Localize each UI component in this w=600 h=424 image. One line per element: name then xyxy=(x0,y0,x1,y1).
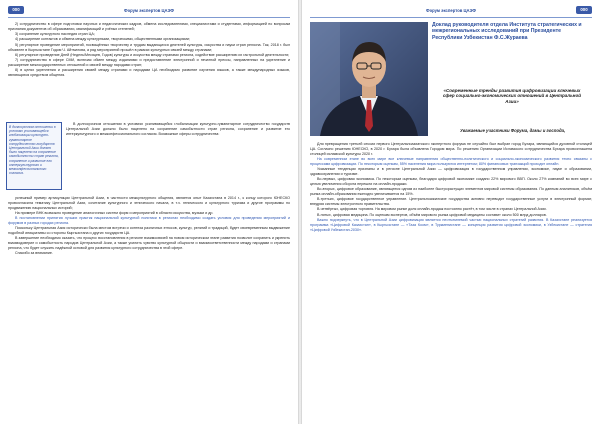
body-paragraph: В-третьих, цифровое государственное управление. Центральноазиатские государства активно переводят государственные услуги в электронный формат, внедряя системы электронного правительства. xyxy=(310,197,592,206)
right-body-column xyxy=(310,142,592,233)
body-paragraph: В-пятых, цифровая медицина. По оценкам экспертов, объём мирового рынка цифровой медицины составит около 500 млрд долларов. xyxy=(317,212,547,217)
left-bottom-column xyxy=(8,196,290,257)
body-paragraph: В-четвёртых, цифровая торговля. На мировом рынке доля онлайн-продаж постоянно растёт, в том числе в странах Центральной Азии. xyxy=(317,207,547,212)
body-paragraph: В постановлении принятия лучших практик национальной культурной политики в регионах необходимо создать условия для проведения мероприятий и форумов в разных городах региона. xyxy=(8,216,290,225)
left-page-number: 000 xyxy=(8,6,24,14)
body-paragraph: В долгосрочном отношении в условиях усиливающейся глобализации культурно-гуманитарное сотрудничество государств Центральной Азии должно было нацелено на сохранение самобытности стран региона, сохранение и развитие его интеркультурного и межконфессионального согласия. Возможные сферы сотрудничества: xyxy=(66,122,290,136)
left-page xyxy=(0,0,298,424)
right-page xyxy=(302,0,600,424)
list-item: 3) сохранение культурного наследия стран ЦА; xyxy=(15,32,95,37)
body-paragraph: Во-вторых, цифровое образование, являющееся одним из наиболее быстрорастущих элементов мировой системы образования. По данным аналитиков, объём рынка онлайн-образования ежегодно увеличивается на 15%. xyxy=(310,187,592,196)
left-header-rule xyxy=(8,17,290,18)
left-running-header xyxy=(0,6,298,16)
report-headline: Доклад руководителя отдела Института стратегических и межрегиональных исследований при Президенте Республики Узбекистан Ф.С.Жураева xyxy=(432,22,582,41)
highlight-box: В долгосрочном отношении в условиях усиливающейся глобализации культурно-гуманитарное сотрудничество государств Центральной Азии должно было нацелено на сохранение самобытности стран региона, сохранение и развитие его интеркультурного и межконфессионального согласия. xyxy=(6,122,62,190)
body-paragraph: Поскольку Центральная Азия исторически была местом встречи и синтеза различных этносов, культур, религий и традиций, будет своевременным выдвижение подобной инициативы со стороны Кыргызстана и других государств ЦА. xyxy=(8,226,290,236)
body-paragraph: Спасибо за внимание. xyxy=(15,251,53,256)
list-item: 7) сотрудничество в сфере СМИ, включая обмен между изданиями и предоставление электронной и печатной прессы, направленных на укрепление и расширение межгосударственных отношений и связей между народами стран; xyxy=(8,58,290,67)
left-running-title: Форум экспертов ЦАЭФ xyxy=(124,8,174,13)
body-paragraph: успешный пример артикуляции Центральной Азии, в частности межкультурного общения, является опыт Казахстана в 2014 г., к концу которого ЮНЕСКО провозгласила тематику Центральной Азии, сочетание культурного и этнического начала, в т.ч. этнического и культурного туризма и другие программы по продвижению национальных историй; xyxy=(8,196,290,210)
body-paragraph: На современном этапе во всех мире все ключевые направления общественно-политического и социально-экономического развития тесно связаны с процессами цифровизации. По некоторым оценкам, 55% населения мира пользуются интернетом; 80% финансовых транзакций проходят онлайн. xyxy=(310,156,592,166)
right-running-title: Форум экспертов ЦАЭФ xyxy=(426,8,476,13)
left-top-column xyxy=(8,22,290,78)
speaker-portrait xyxy=(310,22,428,136)
list-item: 6) регулярное проведение Дней (Недель/Месяцев, Годов) культуры и искусства между странами региона, содействие расширению их гастрольной деятельности; xyxy=(15,52,290,57)
body-paragraph: На примере ВНК возможно проведение аналогичных систем форм и мероприятий в области искусства, музыки и др. xyxy=(15,210,214,215)
greeting: Уважаемые участники Форума, дамы и господа, xyxy=(460,128,566,133)
right-running-header xyxy=(302,6,600,16)
list-item: 2) сотрудничество в сфере подготовки научных и педагогических кадров, обмена исследователями, специалистами и студентами, информацией по вопросам признания документов об образовании, квалификаций и учёных степеней; xyxy=(8,22,290,31)
report-topic: «Современные тренды развития цифровизации ключевых сфер социально-экономических отношений в Центральной Азии» xyxy=(442,88,581,104)
right-page-number: 000 xyxy=(576,6,592,14)
list-item: 5) регулярное проведение мероприятий, посвящённых творчеству и трудам выдающихся деятелей культуры, искусства и науки стран региона. Так, 2018 г. был объявлен в Кыргызстане Годом Ч. Айтматова, а ряд мероприятий прошёл в рамках культурных связей между странами; xyxy=(8,42,290,52)
body-paragraph: Во-первых, цифровая экономика. По некоторым оценкам, благодаря цифровой экономике создано 22% мирового ВВП. Около 27% компаний во всех мире с целью увеличения оборота перешли на онлайн-продажи. xyxy=(310,177,592,186)
body-paragraph: Важно подчеркнуть, что в Центральной Азии цифровизация является неотъемлемой частью национальных стратегий развития. В Казахстане реализуется программа «Цифровой Казахстан», в Кыргызстане — «Таза Коом», в Туркменистане — концепция развития цифровой экономики, в Узбекистане — стратегия «Цифровой Узбекистан-2030». xyxy=(310,218,592,232)
body-paragraph: Для превращения третьей сессии первого Центральноазиатского экспертного форума не случайно был выбран город Бухара, являющийся духовной столицей ЦА. Согласно решению ЮНЕСКО, в 2020 г. Бухара была объявлена Городом мира. По решению Организации Исламского сотрудничества Бухара провозглашена столицей исламской культуры 2020 г. xyxy=(310,142,592,156)
list-item: 8) в целях укрепления и расширения связей между странами и народами ЦА необходимо развитие изучения языков, а также международных языков, являющихся средством общения. xyxy=(8,68,290,78)
speaker-photo-icon xyxy=(310,22,428,136)
body-paragraph: В завершение необходимо сказать, что процесс восстановления в регионе взаимосвязей на новом историческом этапе развития позволит сохранить и укрепить взаимодоверие и самобытность народов Центральной Азии, а также усилить чувство культурной общности и взаимоответственности между народами и странами региона, что будет служить надёжной основой для развития культурного сотрудничества в этой сфере. xyxy=(8,236,290,250)
left-mid-column xyxy=(66,122,290,137)
list-item: 4) расширение контактов и обмена между культурными, творческими, общественными организациями; xyxy=(15,37,190,42)
body-paragraph: Указанные тенденции признаны и в регионе Центральной Азии — цифровизация в государственном управлении, экономике, науке и образовании, здравоохранении и туризме. xyxy=(310,166,592,176)
right-header-rule xyxy=(310,17,592,18)
